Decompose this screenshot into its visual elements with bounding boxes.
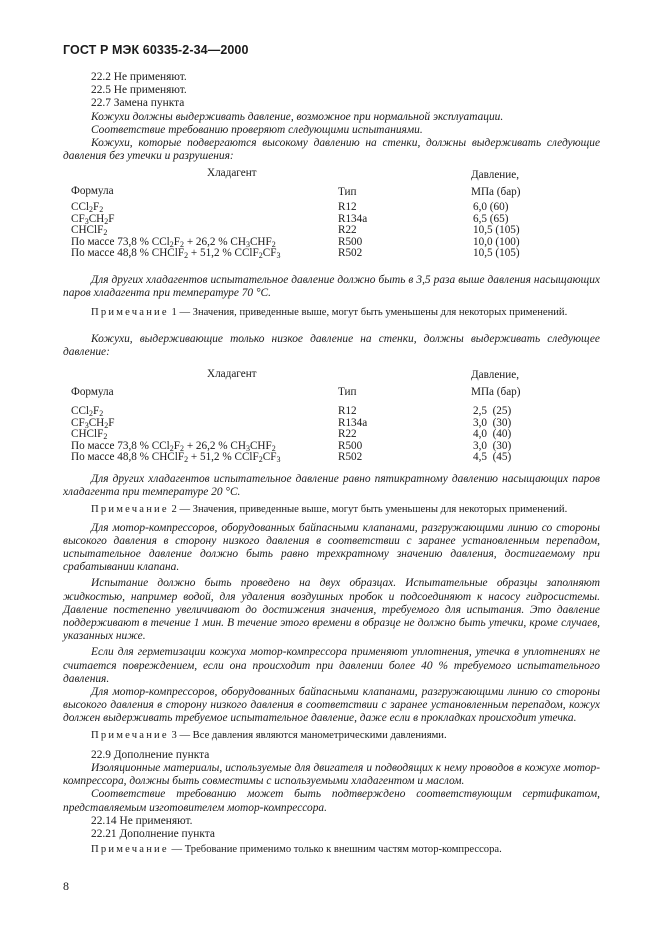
note-text: 3 — Все давления являются манометрическими давлениями. [168, 729, 447, 741]
note-3 [63, 729, 600, 742]
pressure-cell: 10,5 (105) [473, 247, 520, 260]
paragraph: Для мотор-компрессоров, оборудованных байпасными клапанами, разгружающими линию со стороны высокого давления в сторону низкого давления в соответствии с заранее установленным перепадом, испытательное давление должно быть равно трехкратному значению давления, достигаемому при срабатывании клапана. [63, 521, 600, 574]
formula-cell: $CF_3CH_2F$ [71, 212, 115, 226]
page-number: 8 [63, 879, 69, 893]
paragraph: Кожухи, выдерживающие только низкое давление на стенки, должны выдерживать следующее давление: [63, 332, 600, 358]
pressure-cell: 3,0 (30) [473, 439, 512, 452]
formula-cell: CHClF$_2$ [71, 224, 108, 238]
paragraph: Кожухи, которые подвергаются высокому давлению на стенки, должны выдерживать следующие давления без утечки и разрушения: [63, 137, 600, 163]
type-cell: R22 [338, 428, 357, 441]
pressure-cell: 6,5 (65) [473, 212, 509, 225]
note-text: — Требование применимо только к внешним частям мотор-компрессора. [168, 844, 502, 856]
type-cell: R12 [338, 201, 357, 213]
table1-header-type: Тип [338, 186, 357, 198]
table1-header-refrigerant: Хладагент [207, 167, 257, 179]
note-label: Примечание [91, 504, 169, 516]
table2-header-formula: Формула [71, 386, 114, 398]
paragraph: Если для герметизации кожуха мотор-компрессора применяют уплотнения, утечка в уплотнениях не считается повреждением, если она происходит при давлении более 40 % требуемого испытательного давления. [63, 646, 600, 685]
clause-list [63, 71, 600, 163]
standard-header: ГОСТ Р МЭК 60335-2-34—2000 [63, 43, 249, 57]
note-label: Примечание [91, 307, 169, 319]
pressure-cell: 4,5 (45) [473, 451, 512, 464]
paragraph: Изоляционные материалы, используемые для двигателя и подводящих к нему проводов в кожухе мотор-компрессора, должны быть совместимы с используемыми хладагентом и маслом. [63, 762, 600, 788]
table-row [71, 202, 520, 214]
table1-header-formula: Формула [71, 185, 114, 197]
type-cell: R500 [338, 235, 363, 248]
section-after-table2 [63, 473, 600, 856]
note-4 [63, 843, 600, 856]
table1-header-pressure: Давление, [471, 169, 520, 181]
pressure-cell: 6,0 (60) [473, 201, 509, 213]
table-row [71, 452, 511, 464]
formula-cell: По массе 48,8 % CHClF$_2$ + 51,2 % $CClF_2CF_3$ [71, 247, 281, 261]
clause-22-21: 22.21 Дополнение пункта [91, 828, 215, 841]
type-cell: R502 [338, 451, 363, 464]
clause-22-9: 22.9 Дополнение пункта [91, 748, 210, 761]
pressure-cell: 3,0 (30) [473, 416, 512, 429]
type-cell: R502 [338, 247, 363, 260]
table-row [71, 214, 520, 226]
paragraph: Для других хладагентов испытательное давление должно быть в 3,5 раза выше давления насыщающих паров хладагента при температуре 70 °С. [63, 274, 600, 300]
table2-header-unit: МПа (бар) [471, 386, 521, 398]
formula-cell: CHClF$_2$ [71, 428, 108, 442]
pressure-cell: 4,0 (40) [473, 428, 512, 441]
table2-header-type: Тип [338, 386, 357, 398]
table1 [71, 202, 520, 260]
formula-cell: По массе 73,8 % $CCl_2F_2 + 26,2$ % $CH_3CHF_2$ [71, 235, 276, 249]
note-2 [63, 503, 600, 516]
paragraph: Испытание должно быть проведено на двух образцах. Испытательные образцы заполняют жидкостью, например водой, для удаления воздушных пробок и подсоединяют к насосу гидросистемы. Давление постепенно увеличивают до достижения значения, требуемого для испытания. Это давление поддерживают в течение 1 мин. В течение этого времени в образце не должно быть утечки, кроме случаев, указанных ниже. [63, 577, 600, 643]
formula-cell: По массе 48,8 % CHClF$_2$ + 51,2 % $CClF_2CF_3$ [71, 451, 281, 465]
table-row [71, 406, 511, 418]
paragraph: Соответствие требованию может быть подтверждено соответствующим сертификатом, представляемым изготовителем мотор-компрессора. [63, 788, 600, 814]
paragraph: Для других хладагентов испытательное давление равно пятикратному давлению насыщающих паров хладагента при температуре 20 °С. [63, 473, 600, 499]
formula-cell: $CCl_2F_2$ [71, 201, 104, 214]
type-cell: R22 [338, 224, 357, 237]
paragraph: Для мотор-компрессоров, оборудованных байпасными клапанами, разгружающими линию со стороны высокого давления в сторону низкого давления в соответствии с заранее установленным перепадом, кожух должен выдерживать требуемое испытательное давление, даже если в прокладках происходит утечка. [63, 686, 600, 725]
formula-cell: По массе 73,8 % $CCl_2F_2 + 26,2$ % $CH_3CHF_2$ [71, 439, 276, 453]
table2-header-pressure: Давление, [471, 369, 520, 381]
type-cell: R134a [338, 416, 368, 429]
clause-22-14: 22.14 Не применяют. [91, 814, 193, 827]
type-cell: R12 [338, 405, 357, 417]
type-cell: R500 [338, 439, 363, 452]
pressure-cell: 10,5 (105) [473, 224, 520, 237]
type-cell: R134a [338, 212, 368, 225]
table1-header-unit: МПа (бар) [471, 186, 521, 198]
note-text: 2 — Значения, приведенные выше, могут быть уменьшены для некоторых применений. [168, 504, 568, 516]
pressure-cell: 2,5 (25) [473, 405, 512, 417]
table2 [71, 406, 511, 464]
note-text: 1 — Значения, приведенные выше, могут быть уменьшены для некоторых применений. [168, 307, 568, 319]
paragraph: Кожухи должны выдерживать давление, возможное при нормальной эксплуатации. [91, 110, 504, 123]
note-label: Примечание [91, 844, 169, 856]
table2-header-refrigerant: Хладагент [207, 368, 257, 380]
formula-cell: $CCl_2F_2$ [71, 405, 104, 418]
table-row [71, 418, 511, 430]
table-row [71, 248, 520, 260]
clause-22-7: 22.7 Замена пункта [91, 97, 185, 110]
pressure-cell: 10,0 (100) [473, 235, 520, 248]
paragraph: Соответствие требованию проверяют следующими испытаниями. [91, 123, 423, 136]
clause-22-2: 22.2 Не применяют. [91, 71, 187, 83]
formula-cell: $CF_3CH_2F$ [71, 416, 115, 430]
section-after-table1 [63, 274, 600, 359]
clause-22-5: 22.5 Не применяют. [91, 84, 187, 97]
note-1 [63, 306, 600, 319]
note-label: Примечание [91, 729, 169, 741]
